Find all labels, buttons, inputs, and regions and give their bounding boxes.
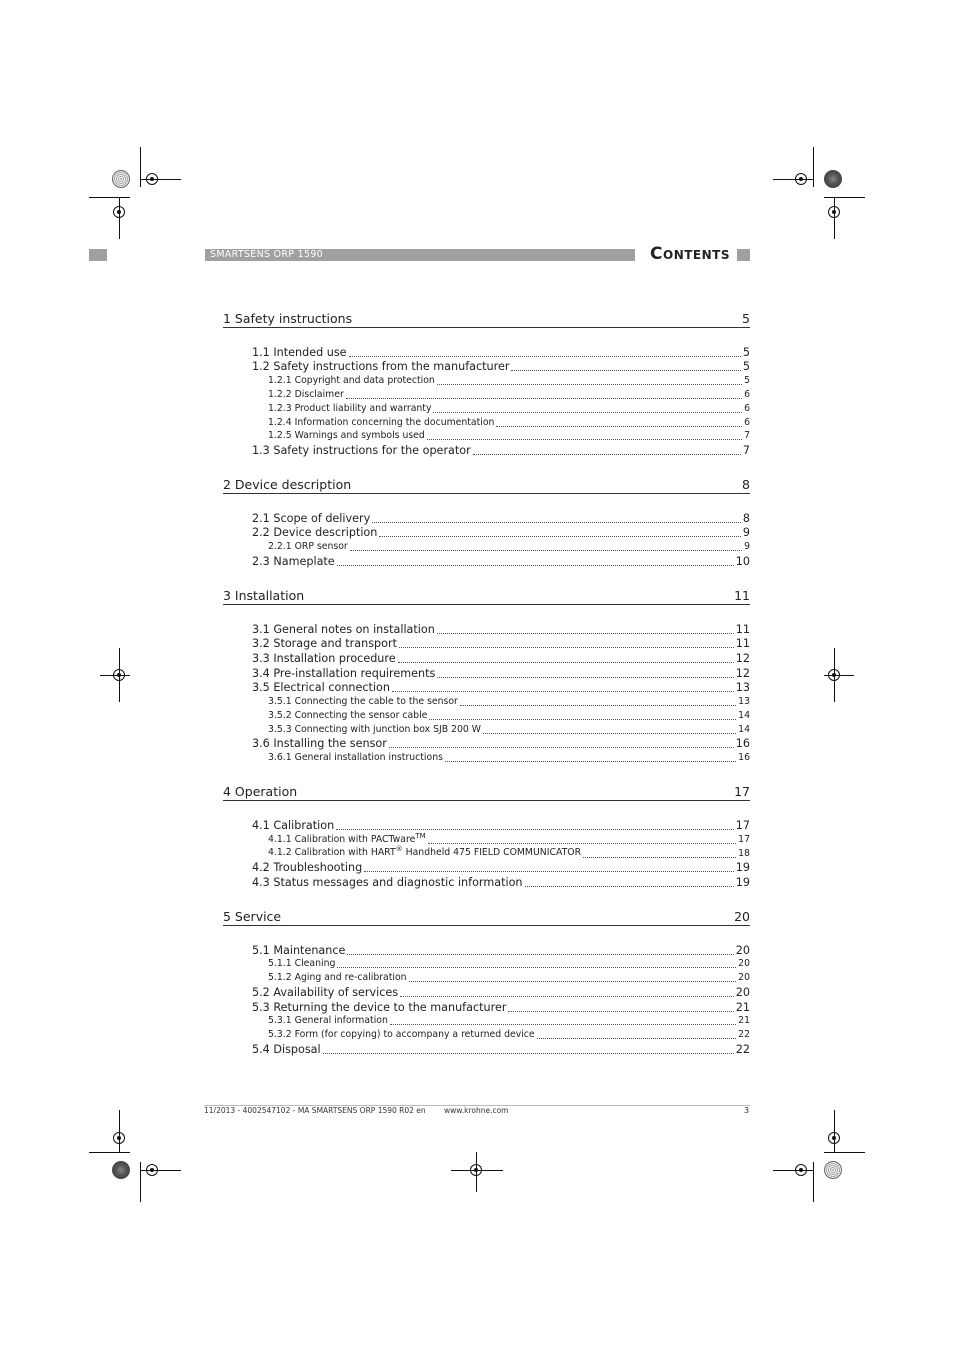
registration-mark-icon — [146, 1164, 158, 1176]
chapter-page: 8 — [742, 477, 750, 493]
entry-label: 5.1.1 Cleaning — [268, 958, 336, 970]
toc-entry[interactable] — [223, 511, 750, 526]
entry-label: 3.5 Electrical connection — [252, 681, 390, 695]
entry-label: 3.3 Installation procedure — [252, 651, 396, 665]
toc-subentry[interactable] — [223, 402, 750, 416]
toc-chapter-heading[interactable] — [223, 902, 750, 926]
entry-label: 3.5.1 Connecting the cable to the sensor — [268, 696, 458, 708]
entry-label-text: 4.1.1 Calibration with PACTware — [268, 833, 416, 845]
entry-label: 4.1 Calibration — [252, 818, 335, 832]
entry-page: 10 — [735, 554, 750, 568]
header-product-name: SMARTSENS ORP 1590 — [210, 249, 324, 260]
leader-dots — [437, 677, 733, 678]
entry-label: 2.1 Scope of delivery — [252, 511, 371, 525]
entry-label: 5.4 Disposal — [252, 1042, 321, 1056]
toc-entry[interactable] — [223, 651, 750, 666]
entry-label: 1.2 Safety instructions from the manufacturer — [252, 360, 510, 374]
leader-dots — [473, 454, 741, 455]
entry-label: 2.3 Nameplate — [252, 554, 335, 568]
entry-label: 1.2.2 Disclaimer — [268, 388, 344, 400]
toc-entry[interactable] — [223, 943, 750, 958]
entry-page: 17 — [735, 818, 750, 832]
toc-chapter-heading[interactable] — [223, 470, 750, 494]
leader-dots — [483, 733, 736, 734]
chapter-page: 11 — [734, 587, 750, 603]
entry-label: 2.2 Device description — [252, 526, 378, 540]
leader-dots — [496, 426, 742, 427]
leader-dots — [437, 384, 742, 385]
entry-page: 9 — [744, 541, 750, 553]
leader-dots — [460, 705, 736, 706]
entry-page: 9 — [742, 526, 750, 540]
entry-page: 20 — [738, 972, 750, 984]
entry-page: 21 — [738, 1015, 750, 1027]
entry-label: 4.3 Status messages and diagnostic information — [252, 875, 523, 889]
leader-dots — [445, 761, 736, 762]
entry-label: 1.2.4 Information concerning the documentation — [268, 416, 495, 428]
registered-superscript: ® — [395, 845, 403, 854]
entry-page: 19 — [735, 875, 750, 889]
toc-entry[interactable] — [223, 737, 750, 752]
leader-dots — [409, 981, 737, 982]
chapter-page: 20 — [734, 908, 750, 924]
entry-page: 6 — [744, 388, 750, 400]
entry-label: 5.3.1 General information — [268, 1015, 388, 1027]
entry-page: 11 — [735, 637, 750, 651]
toc-entry[interactable] — [223, 1042, 750, 1057]
entry-label: 1.2.3 Product liability and warranty — [268, 402, 432, 414]
leader-dots — [398, 662, 734, 663]
toc-subentry[interactable] — [223, 374, 750, 388]
chapter-label: 2 Device description — [223, 477, 352, 493]
entry-label: 3.5.3 Connecting with junction box SJB 200 W — [268, 723, 481, 735]
footer-page-number: 3 — [744, 1106, 750, 1115]
entry-page: 12 — [735, 651, 750, 665]
toc-subentry[interactable] — [223, 1028, 750, 1042]
table-of-contents — [223, 304, 750, 1069]
entry-label: 2.2.1 ORP sensor — [268, 541, 348, 553]
toc-entry[interactable] — [223, 443, 750, 458]
color-disc-icon — [112, 170, 130, 188]
toc-subentry[interactable] — [223, 958, 750, 972]
leader-dots — [525, 886, 734, 887]
toc-chapter-4 — [223, 777, 750, 890]
leader-dots — [390, 1024, 736, 1025]
toc-chapter-heading[interactable] — [223, 304, 750, 328]
leader-dots — [392, 691, 734, 692]
leader-dots — [337, 967, 736, 968]
entry-page: 5 — [742, 360, 750, 374]
entry-label-tail: Handheld 475 FIELD COMMUNICATOR — [402, 847, 582, 859]
toc-subentry[interactable] — [223, 751, 750, 765]
toc-entry[interactable] — [223, 681, 750, 696]
entry-page: 19 — [735, 861, 750, 875]
entry-page: 22 — [738, 1029, 750, 1041]
color-disc-icon — [112, 1161, 130, 1179]
entry-label: 3.6 Installing the sensor — [252, 737, 387, 751]
footer-document-id: 11/2013 - 4002547102 - MA SMARTSENS ORP 1590 R02 en — [204, 1106, 426, 1115]
entry-page: 22 — [735, 1042, 750, 1056]
registration-mark-icon — [795, 1164, 807, 1176]
toc-chapter-3 — [223, 581, 750, 765]
entry-page: 12 — [735, 666, 750, 680]
leader-dots — [433, 412, 742, 413]
entry-label — [268, 842, 581, 860]
leader-dots — [429, 719, 736, 720]
registration-mark-icon — [828, 1132, 840, 1144]
leader-dots — [323, 1053, 734, 1054]
toc-subentry[interactable] — [223, 416, 750, 430]
entry-page: 7 — [742, 444, 750, 458]
toc-chapter-2 — [223, 470, 750, 569]
entry-label: 5.3.2 Form (for copying) to accompany a returned device — [268, 1029, 535, 1041]
color-disc-icon — [824, 1161, 842, 1179]
registration-mark-icon — [146, 173, 158, 185]
toc-subentry[interactable] — [223, 971, 750, 985]
page-title: Contents — [650, 244, 730, 264]
toc-subentry[interactable] — [223, 709, 750, 723]
entry-label: 5.3 Returning the device to the manufacturer — [252, 1000, 507, 1014]
toc-entry[interactable] — [223, 526, 750, 541]
toc-entry[interactable] — [223, 985, 750, 1000]
color-disc-icon — [824, 170, 842, 188]
footer-website-link[interactable]: www.krohne.com — [444, 1106, 509, 1115]
entry-page: 8 — [742, 511, 750, 525]
leader-dots — [427, 439, 742, 440]
toc-entry[interactable] — [223, 875, 750, 890]
header-marker-right — [737, 249, 750, 261]
toc-entry[interactable] — [223, 666, 750, 681]
registration-mark-icon — [470, 1164, 482, 1176]
leader-dots — [350, 550, 742, 551]
entry-label: 1.3 Safety instructions for the operator — [252, 444, 471, 458]
entry-page: 16 — [738, 752, 750, 764]
leader-dots — [399, 647, 734, 648]
leader-dots — [337, 565, 734, 566]
registration-mark-icon — [828, 669, 840, 681]
entry-label: 3.2 Storage and transport — [252, 637, 397, 651]
entry-label: 5.1 Maintenance — [252, 943, 346, 957]
toc-subentry[interactable] — [223, 1015, 750, 1029]
toc-subentry[interactable] — [223, 388, 750, 402]
toc-chapter-heading[interactable] — [223, 777, 750, 801]
leader-dots — [379, 536, 741, 537]
registration-mark-icon — [795, 173, 807, 185]
toc-entry[interactable] — [223, 554, 750, 569]
toc-entry[interactable] — [223, 861, 750, 876]
toc-subentry[interactable] — [223, 430, 750, 444]
entry-page: 20 — [735, 943, 750, 957]
registration-mark-icon — [113, 669, 125, 681]
entry-page: 21 — [735, 1000, 750, 1014]
toc-subentry[interactable] — [223, 695, 750, 709]
leader-dots — [583, 857, 736, 858]
leader-dots — [349, 356, 741, 357]
entry-label-text: 4.1.2 Calibration with HART — [268, 847, 396, 859]
toc-chapter-5 — [223, 902, 750, 1057]
toc-subentry[interactable] — [223, 540, 750, 554]
entry-page: 18 — [738, 847, 750, 859]
entry-label: 1.2.5 Warnings and symbols used — [268, 430, 425, 442]
toc-subentry[interactable] — [223, 723, 750, 737]
entry-page: 14 — [738, 709, 750, 721]
header-marker-left — [89, 249, 107, 261]
leader-dots — [346, 398, 742, 399]
chapter-label: 4 Operation — [223, 784, 298, 800]
entry-page: 20 — [738, 958, 750, 970]
registration-mark-icon — [113, 1132, 125, 1144]
entry-page: 7 — [744, 430, 750, 442]
leader-dots — [372, 522, 741, 523]
entry-label: 3.1 General notes on installation — [252, 622, 435, 636]
chapter-label: 5 Service — [223, 908, 282, 924]
chapter-label: 1 Safety instructions — [223, 311, 353, 326]
leader-dots — [389, 747, 734, 748]
entry-page: 14 — [738, 723, 750, 735]
entry-label: 3.5.2 Connecting the sensor cable — [268, 709, 428, 721]
registration-mark-icon — [113, 206, 125, 218]
entry-page: 13 — [738, 696, 750, 708]
toc-chapter-1 — [223, 304, 750, 458]
entry-page: 16 — [735, 737, 750, 751]
trademark-superscript: TM — [415, 831, 426, 840]
leader-dots — [508, 1011, 733, 1012]
leader-dots — [437, 633, 734, 634]
toc-chapter-heading[interactable] — [223, 581, 750, 605]
entry-page: 20 — [735, 985, 750, 999]
toc-entry[interactable] — [223, 1000, 750, 1015]
entry-page: 6 — [744, 402, 750, 414]
registration-mark-icon — [828, 206, 840, 218]
leader-dots — [400, 996, 734, 997]
chapter-label: 3 Installation — [223, 587, 305, 603]
leader-dots — [537, 1038, 737, 1039]
toc-entry[interactable] — [223, 345, 750, 360]
toc-entry[interactable] — [223, 637, 750, 652]
entry-label: 4.2 Troubleshooting — [252, 861, 363, 875]
leader-dots — [347, 954, 733, 955]
entry-label: 1.1 Intended use — [252, 345, 347, 359]
toc-entry[interactable] — [223, 622, 750, 637]
entry-page: 13 — [735, 681, 750, 695]
chapter-page: 5 — [742, 311, 750, 326]
entry-label: 1.2.1 Copyright and data protection — [268, 375, 435, 387]
entry-label: 3.4 Pre-installation requirements — [252, 666, 436, 680]
leader-dots — [364, 871, 734, 872]
entry-page: 11 — [735, 622, 750, 636]
entry-label: 3.6.1 General installation instructions — [268, 752, 443, 764]
entry-page: 17 — [738, 833, 750, 845]
entry-page: 5 — [744, 375, 750, 387]
entry-label: 5.1.2 Aging and re-calibration — [268, 972, 407, 984]
leader-dots — [511, 370, 740, 371]
entry-page: 5 — [742, 345, 750, 359]
entry-label: 5.2 Availability of services — [252, 985, 399, 999]
toc-entry[interactable] — [223, 360, 750, 375]
toc-subentry[interactable] — [223, 847, 750, 861]
entry-page: 6 — [744, 416, 750, 428]
chapter-page: 17 — [734, 784, 750, 800]
